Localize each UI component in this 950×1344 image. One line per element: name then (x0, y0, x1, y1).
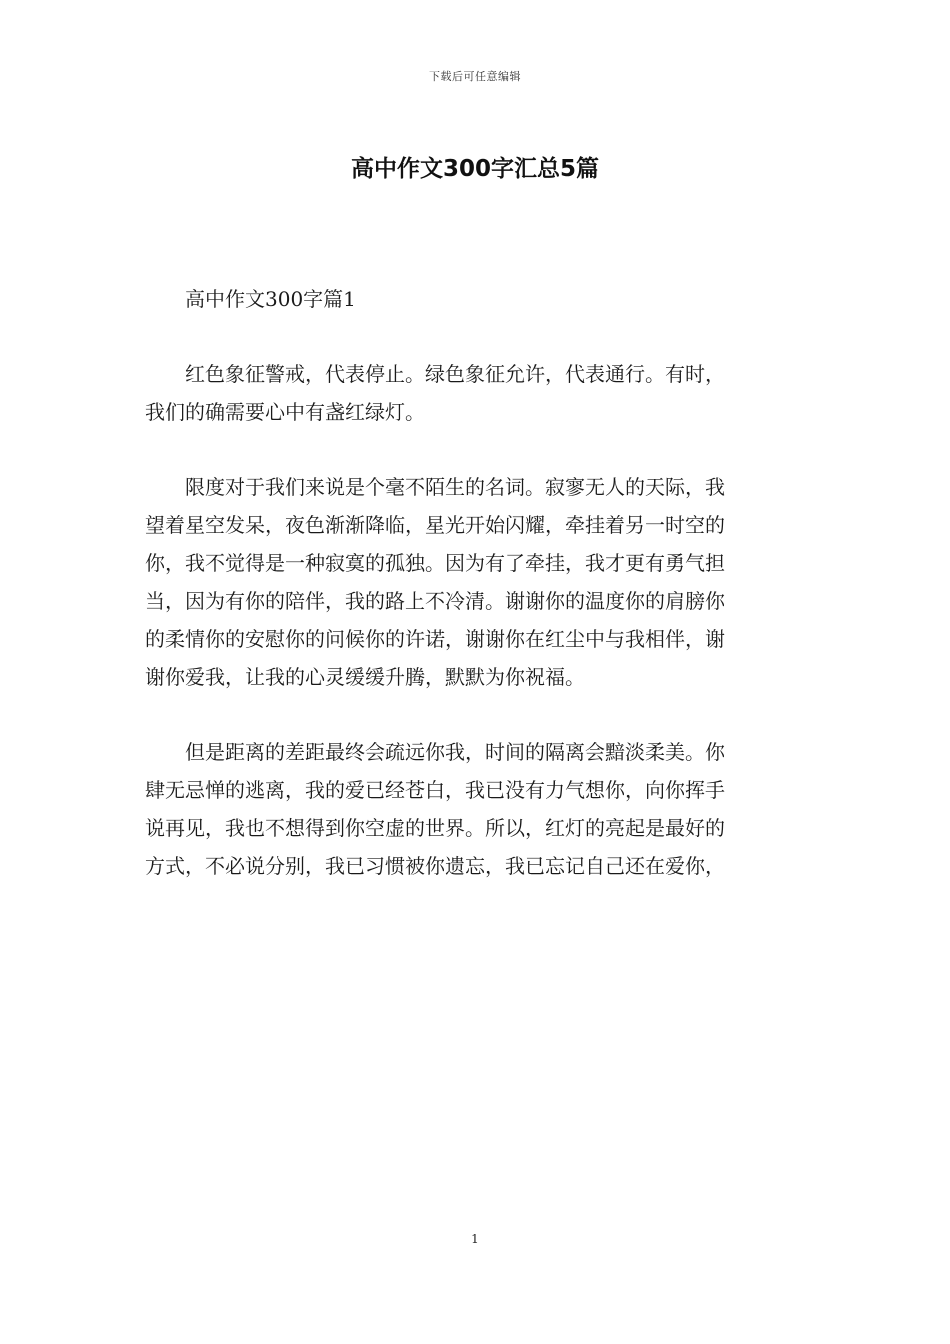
paragraph-2 (145, 468, 807, 696)
paragraph-line: 你，我不觉得是一种寂寞的孤独。因为有了牵挂，我才更有勇气担 (145, 551, 725, 575)
paragraph-line: 方式，不必说分别，我已习惯被你遗忘，我已忘记自己还在爱你， (145, 854, 725, 878)
header-note: 下载后可任意编辑 (429, 70, 521, 83)
document-body (145, 280, 807, 922)
paragraph-line: 的柔情你的安慰你的问候你的许诺，谢谢你在红尘中与我相伴，谢 (145, 627, 725, 651)
paragraph-line: 限度对于我们来说是个毫不陌生的名词。寂寥无人的天际，我 (185, 475, 725, 499)
paragraph-line: 红色象征警戒，代表停止。绿色象征允许，代表通行。有时， (185, 362, 725, 386)
section-heading: 高中作文300字篇1 (185, 287, 356, 311)
paragraph-line: 但是距离的差距最终会疏远你我，时间的隔离会黯淡柔美。你 (185, 740, 725, 764)
paragraph-line: 肆无忌惮的逃离，我的爱已经苍白，我已没有力气想你，向你挥手 (145, 778, 725, 802)
paragraph-line: 望着星空发呆，夜色渐渐降临，星光开始闪耀，牵挂着另一时空的 (145, 513, 725, 537)
paragraph-line: 谢你爱我，让我的心灵缓缓升腾，默默为你祝福。 (145, 665, 585, 689)
paragraph-3 (145, 733, 807, 885)
paragraph-line: 当，因为有你的陪伴，我的路上不冷清。谢谢你的温度你的肩膀你 (145, 589, 725, 613)
document-title: 高中作文300字汇总5篇 (350, 156, 599, 182)
paragraph-line: 说再见，我也不想得到你空虚的世界。所以，红灯的亮起是最好的 (145, 816, 725, 840)
page-number: 1 (471, 1232, 479, 1246)
paragraph-line: 我们的确需要心中有盏红绿灯。 (145, 400, 425, 424)
paragraph-1 (145, 355, 807, 431)
